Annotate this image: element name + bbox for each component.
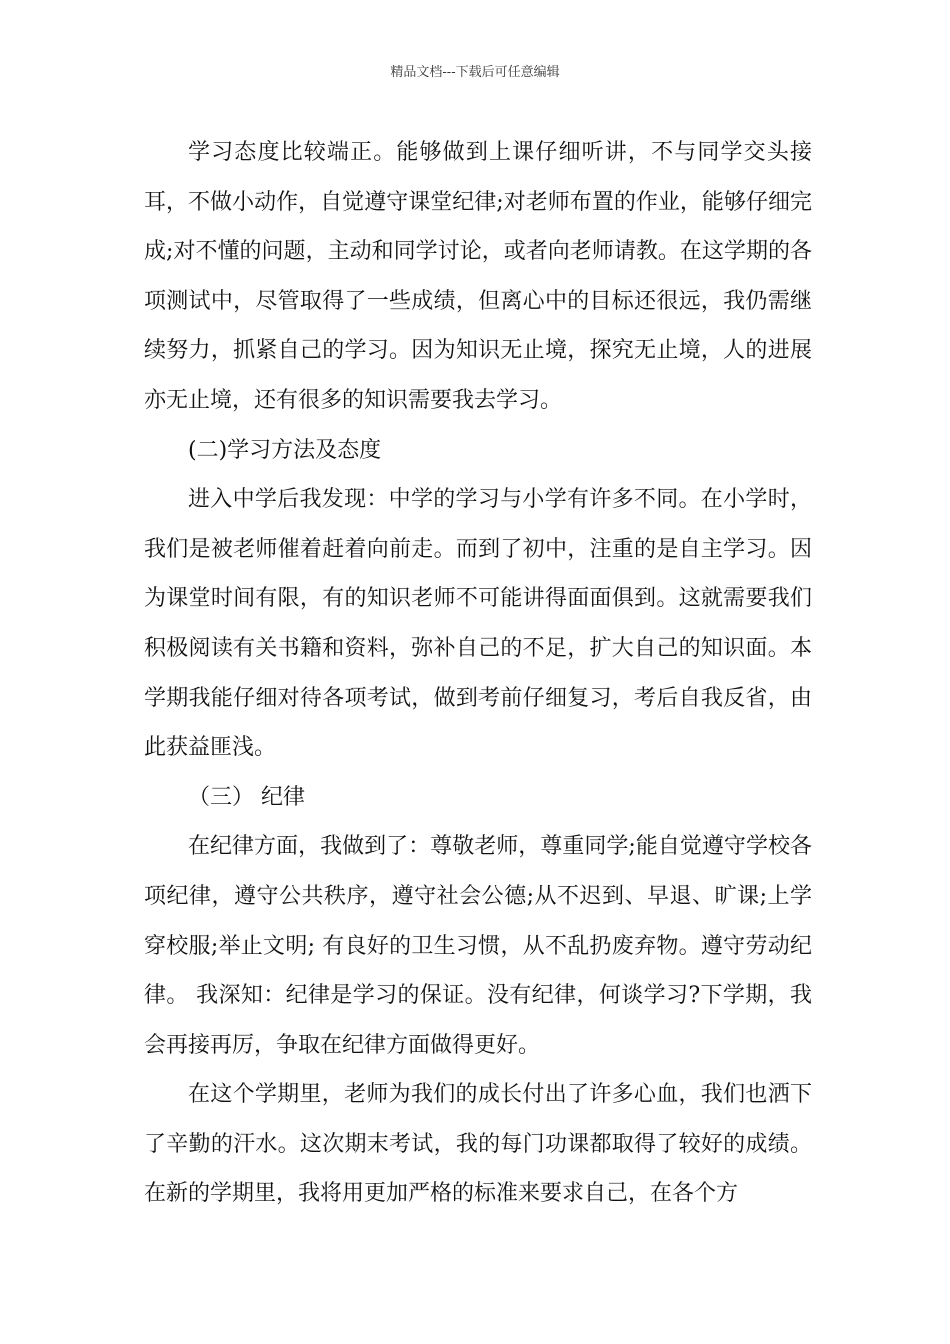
document-body xyxy=(144,128,812,1219)
paragraph-discipline: 在纪律方面，我做到了：尊敬老师，尊重同学;能自觉遵守学校各项纪律，遵守公共秩序，遵守社会公德;从不迟到、早退、旷课;上学穿校服;举止文明; 有良好的卫生习惯，从不乱扔废弃物。遵守劳动纪律。 我深知：纪律是学习的保证。没有纪律，何谈学习?下学期，我会再接再厉，争取在纪律方面做得更好。 xyxy=(144,834,812,1058)
page-header: 精品文档---下载后可任意编辑 xyxy=(390,65,560,80)
section-heading-study-method: (二)学习方法及态度 xyxy=(188,437,382,463)
paragraph-semester-summary: 在这个学期里，老师为我们的成长付出了许多心血，我们也洒下了辛勤的汗水。这次期末考试，我的每门功课都取得了较好的成绩。在新的学期里，我将用更加严格的标准来要求自己，在各个方 xyxy=(144,1082,812,1207)
paragraph-study-method: 进入中学后我发现：中学的学习与小学有许多不同。在小学时，我们是被老师催着赶着向前走。而到了初中，注重的是自主学习。因为课堂时间有限，有的知识老师不可能讲得面面俱到。这就需要我们积极阅读有关书籍和资料，弥补自己的不足，扩大自己的知识面。本学期我能仔细对待各项考试，做到考前仔细复习，考后自我反省，由此获益匪浅。 xyxy=(144,487,812,761)
section-heading-discipline: （三） 纪律 xyxy=(188,784,305,810)
paragraph-study-attitude: 学习态度比较端正。能够做到上课仔细听讲，不与同学交头接耳，不做小动作，自觉遵守课堂纪律;对老师布置的作业，能够仔细完成;对不懂的问题，主动和同学讨论，或者向老师请教。在这学期的各项测试中，尽管取得了一些成绩，但离心中的目标还很远，我仍需继续努力，抓紧自己的学习。因为知识无止境，探究无止境，人的进展亦无止境，还有很多的知识需要我去学习。 xyxy=(144,140,812,413)
